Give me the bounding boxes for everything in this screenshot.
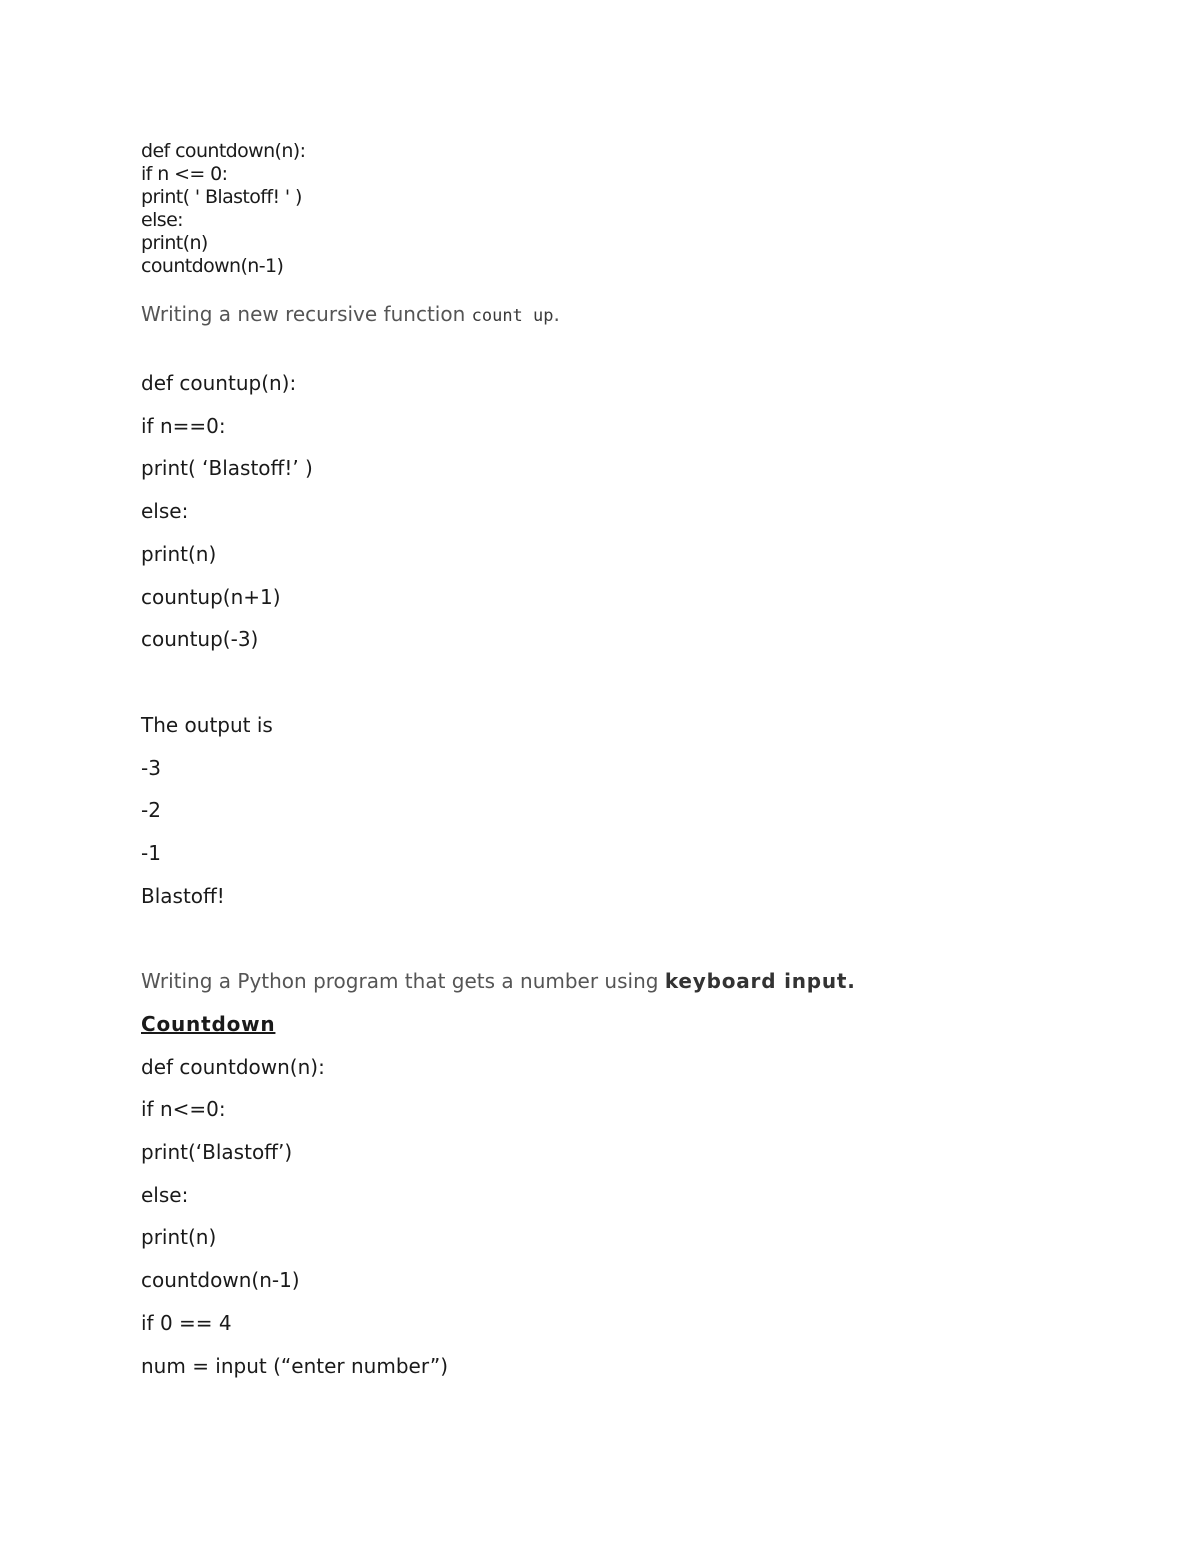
countdown-line: print(‘Blastoff’) <box>141 1140 293 1164</box>
countup-line: print( ‘Blastoff!’ ) <box>141 456 313 480</box>
code-line: countdown(n-1) <box>141 255 284 277</box>
intro-code: count up <box>471 306 554 326</box>
countdown-line: print(n) <box>141 1225 217 1249</box>
countdown-line: if n<=0: <box>141 1097 226 1121</box>
intro-end: . <box>553 302 560 326</box>
countup-line: def countup(n): <box>141 371 297 395</box>
countdown-line: def countdown(n): <box>141 1055 325 1079</box>
countdown-line: if 0 == 4 <box>141 1311 232 1335</box>
output-line: Blastoff! <box>141 884 225 908</box>
output-line: -2 <box>141 798 161 822</box>
code-line: print(n) <box>141 232 208 254</box>
countup-intro <box>141 302 560 326</box>
countup-line: else: <box>141 499 189 523</box>
keyboard-input-intro <box>141 969 856 993</box>
code-line: def countdown(n): <box>141 140 306 162</box>
code-line: if n <= 0: <box>141 163 228 185</box>
code-line: print( ' Blastoff! ' ) <box>141 186 302 208</box>
output-line: -3 <box>141 756 161 780</box>
intro-bold: keyboard input. <box>664 969 856 993</box>
countup-line: print(n) <box>141 542 217 566</box>
output-line: The output is <box>141 713 273 737</box>
code-line: else: <box>141 209 183 231</box>
intro-text: Writing a new recursive function <box>141 302 472 326</box>
output-line: -1 <box>141 841 161 865</box>
countdown-line: countdown(n-1) <box>141 1268 300 1292</box>
countup-line: countup(-3) <box>141 627 259 651</box>
countup-line: if n==0: <box>141 414 226 438</box>
countup-line: countup(n+1) <box>141 585 281 609</box>
section-heading: Countdown <box>141 1012 276 1036</box>
countdown-line: else: <box>141 1183 189 1207</box>
countdown-line: num = input (“enter number”) <box>141 1354 449 1378</box>
countdown-code-block <box>141 140 305 278</box>
intro-text: Writing a Python program that gets a number using <box>141 969 665 993</box>
